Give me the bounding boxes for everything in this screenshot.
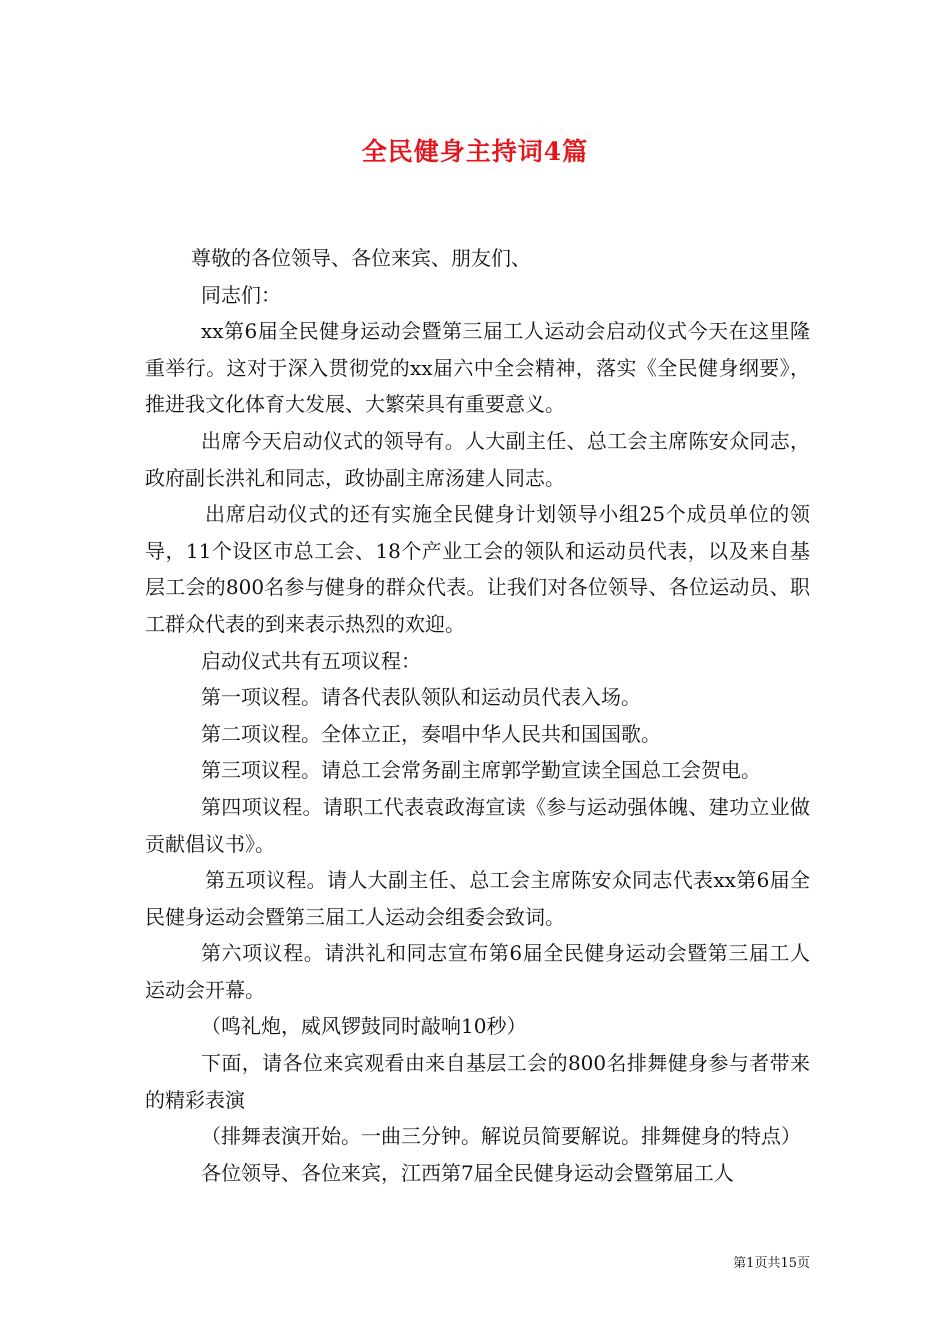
paragraph: （鸣礼炮，威风锣鼓同时敲响10秒） xyxy=(201,1014,527,1039)
paragraph: 各位领导、各位来宾，江西第7届全民健身运动会暨第届工人 xyxy=(201,1160,734,1185)
paragraph: 同志们： xyxy=(201,282,281,307)
page-number: 第1页共15页 xyxy=(733,1256,810,1271)
document-body xyxy=(145,240,810,1191)
paragraph: 第四项议程。请职工代表袁政海宣读《参与运动强体魄、建功立业做贡献倡议书》。 xyxy=(145,794,810,856)
document-title: 全民健身主持词4篇 xyxy=(361,137,589,166)
paragraph: 第三项议程。请总工会常务副主席郭学勤宣读全国总工会贺电。 xyxy=(201,758,761,783)
paragraph: 第五项议程。请人大副主任、总工会主席陈安众同志代表xx第6届全民健身运动会暨第三届工人运动会组委会致词。 xyxy=(145,868,810,929)
paragraph: xx第6届全民健身运动会暨第三届工人运动会启动仪式今天在这里隆重举行。这对于深入贯彻党的xx届六中全会精神，落实《全民健身纲要》，推进我文化体育大发展、大繁荣具有重要意义。 xyxy=(145,319,810,417)
paragraph: 下面，请各位来宾观看由来自基层工会的800名排舞健身参与者带来的精彩表演 xyxy=(145,1051,810,1112)
paragraph: （排舞表演开始。一曲三分钟。解说员简要解说。排舞健身的特点） xyxy=(201,1124,801,1149)
paragraph: 出席今天启动仪式的领导有。人大副主任、总工会主席陈安众同志，政府副长洪礼和同志，政协副主席汤建人同志。 xyxy=(145,428,810,490)
paragraph: 第一项议程。请各代表队领队和运动员代表入场。 xyxy=(201,685,641,710)
paragraph: 第六项议程。请洪礼和同志宣布第6届全民健身运动会暨第三届工人运动会开幕。 xyxy=(145,941,810,1002)
paragraph: 第二项议程。全体立正，奏唱中华人民共和国国歌。 xyxy=(201,721,661,746)
paragraph: 启动仪式共有五项议程： xyxy=(201,648,421,673)
paragraph: 尊敬的各位领导、各位来宾、朋友们、 xyxy=(191,246,531,270)
paragraph: 出席启动仪式的还有实施全民健身计划领导小组25个成员单位的领导，11个设区市总工会、18个产业工会的领队和运动员代表，以及来自基层工会的800名参与健身的群众代表。让我们对各位领导、各位运动员、职工群众代表的到来表示热烈的欢迎。 xyxy=(145,502,810,636)
